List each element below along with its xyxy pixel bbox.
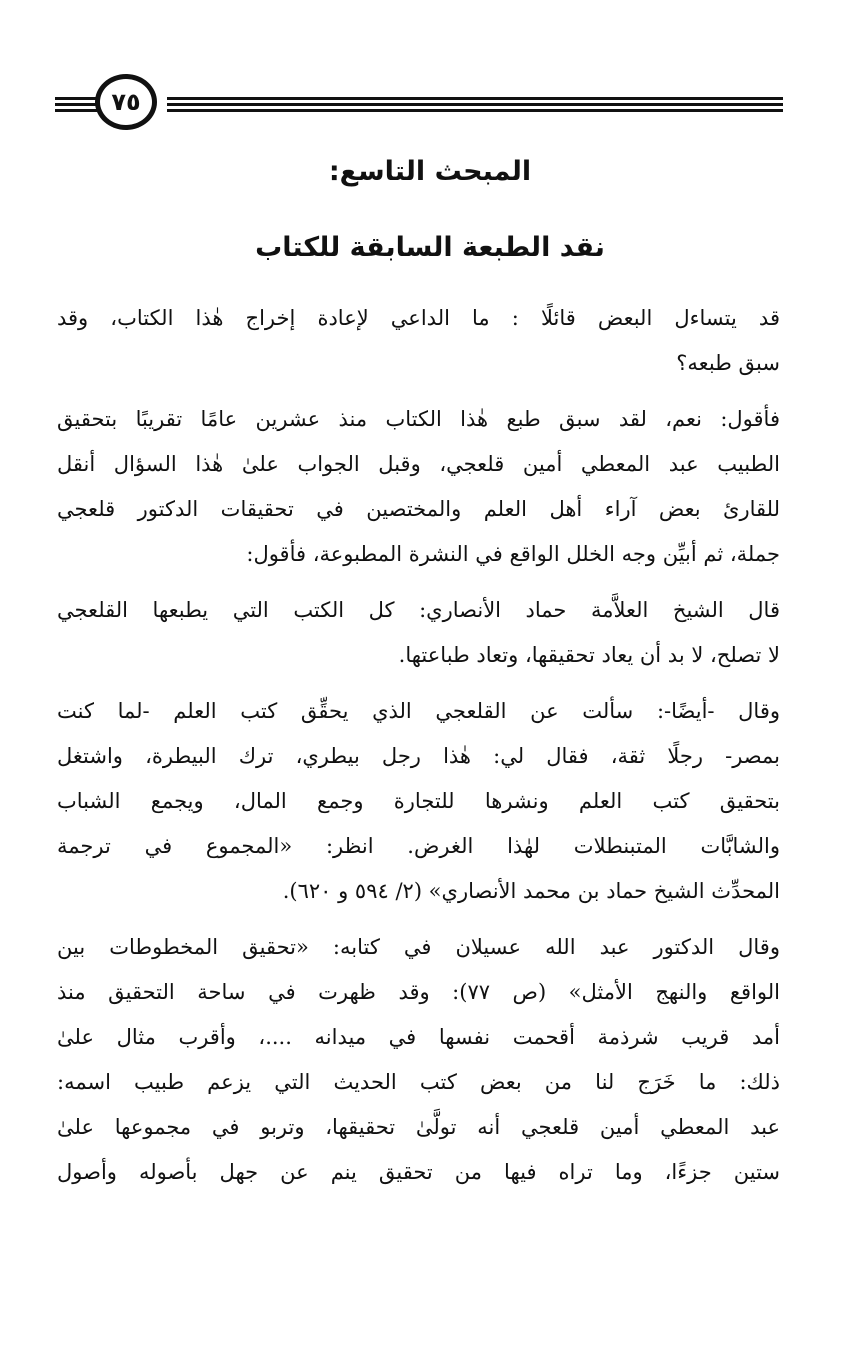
paragraph <box>57 397 780 577</box>
text-line: المحدِّث الشيخ حماد بن محمد الأنصاري» (٢/ ٥٩٤ و ٦٢٠). <box>282 879 780 903</box>
text-line: لا تصلح، لا بد أن يعاد تحقيقها، وتعاد طباعتها. <box>398 643 780 667</box>
section-heading: المبحث التاسع: <box>328 156 532 187</box>
body-text <box>57 296 780 1206</box>
paragraph <box>57 689 780 914</box>
text-line: ستين جزءًا، وما تراه فيها من تحقيق ينم عن جهل بأصوله وأصول <box>57 1160 780 1184</box>
text-line: وقال -أيضًا-: سألت عن القلعجي الذي يحقِّق كتب العلم -لما كنت <box>57 699 780 723</box>
paragraph <box>57 588 780 678</box>
page-header <box>55 70 783 140</box>
paragraph <box>57 296 780 386</box>
text-line: الواقع والنهج الأمثل» (ص ٧٧): وقد ظهرت في ساحة التحقيق منذ <box>57 980 780 1004</box>
text-line: والشابَّات المتبنطلات لهٰذا الغرض. انظر: «المجموع في ترجمة <box>57 834 780 858</box>
text-line: للقارئ بعض آراء أهل العلم والمختصين في تحقيقات الدكتور قلعجي <box>57 497 780 521</box>
header-rule <box>167 97 783 100</box>
text-line: عبد المعطي أمين قلعجي أنه تولَّىٰ تحقيقها، وتربو في مجموعها علىٰ <box>57 1115 780 1139</box>
paragraph <box>57 925 780 1195</box>
header-rule <box>167 103 783 106</box>
text-line: وقال الدكتور عبد الله عسيلان في كتابه: «تحقيق المخطوطات بين <box>57 935 780 959</box>
text-line: بمصر- رجلًا ثقة، فقال لي: هٰذا رجل بيطري، ترك البيطرة، واشتغل <box>57 744 780 768</box>
text-line: أمد قريب شرذمة أقحمت نفسها في ميدانه ....، وأقرب مثال علىٰ <box>57 1025 780 1049</box>
text-line: ذلك: ما خَرَج لنا من بعض كتب الحديث التي يزعم طبيب اسمه: <box>57 1070 780 1094</box>
text-line: بتحقيق كتب العلم ونشرها للتجارة وجمع المال، ويجمع الشباب <box>57 789 780 813</box>
text-line: قد يتساءل البعض قائلًا : ما الداعي لإعادة إخراج هٰذا الكتاب، وقد <box>57 306 780 330</box>
section-title: نقد الطبعة السابقة للكتاب <box>255 232 605 263</box>
text-line: سبق طبعه؟ <box>676 351 780 375</box>
text-line: فأقول: نعم، لقد سبق طبع هٰذا الكتاب منذ عشرين عامًا تقريبًا بتحقيق <box>57 407 780 431</box>
text-line: الطبيب عبد المعطي أمين قلعجي، وقبل الجواب علىٰ هٰذا السؤال أنقل <box>57 452 780 476</box>
text-line: جملة، ثم أبيِّن وجه الخلل الواقع في النشرة المطبوعة، فأقول: <box>246 542 780 566</box>
header-rule <box>167 109 783 112</box>
page-number: ٧٥ <box>95 74 157 130</box>
text-line: قال الشيخ العلاَّمة حماد الأنصاري: كل الكتب التي يطبعها القلعجي <box>57 598 780 622</box>
